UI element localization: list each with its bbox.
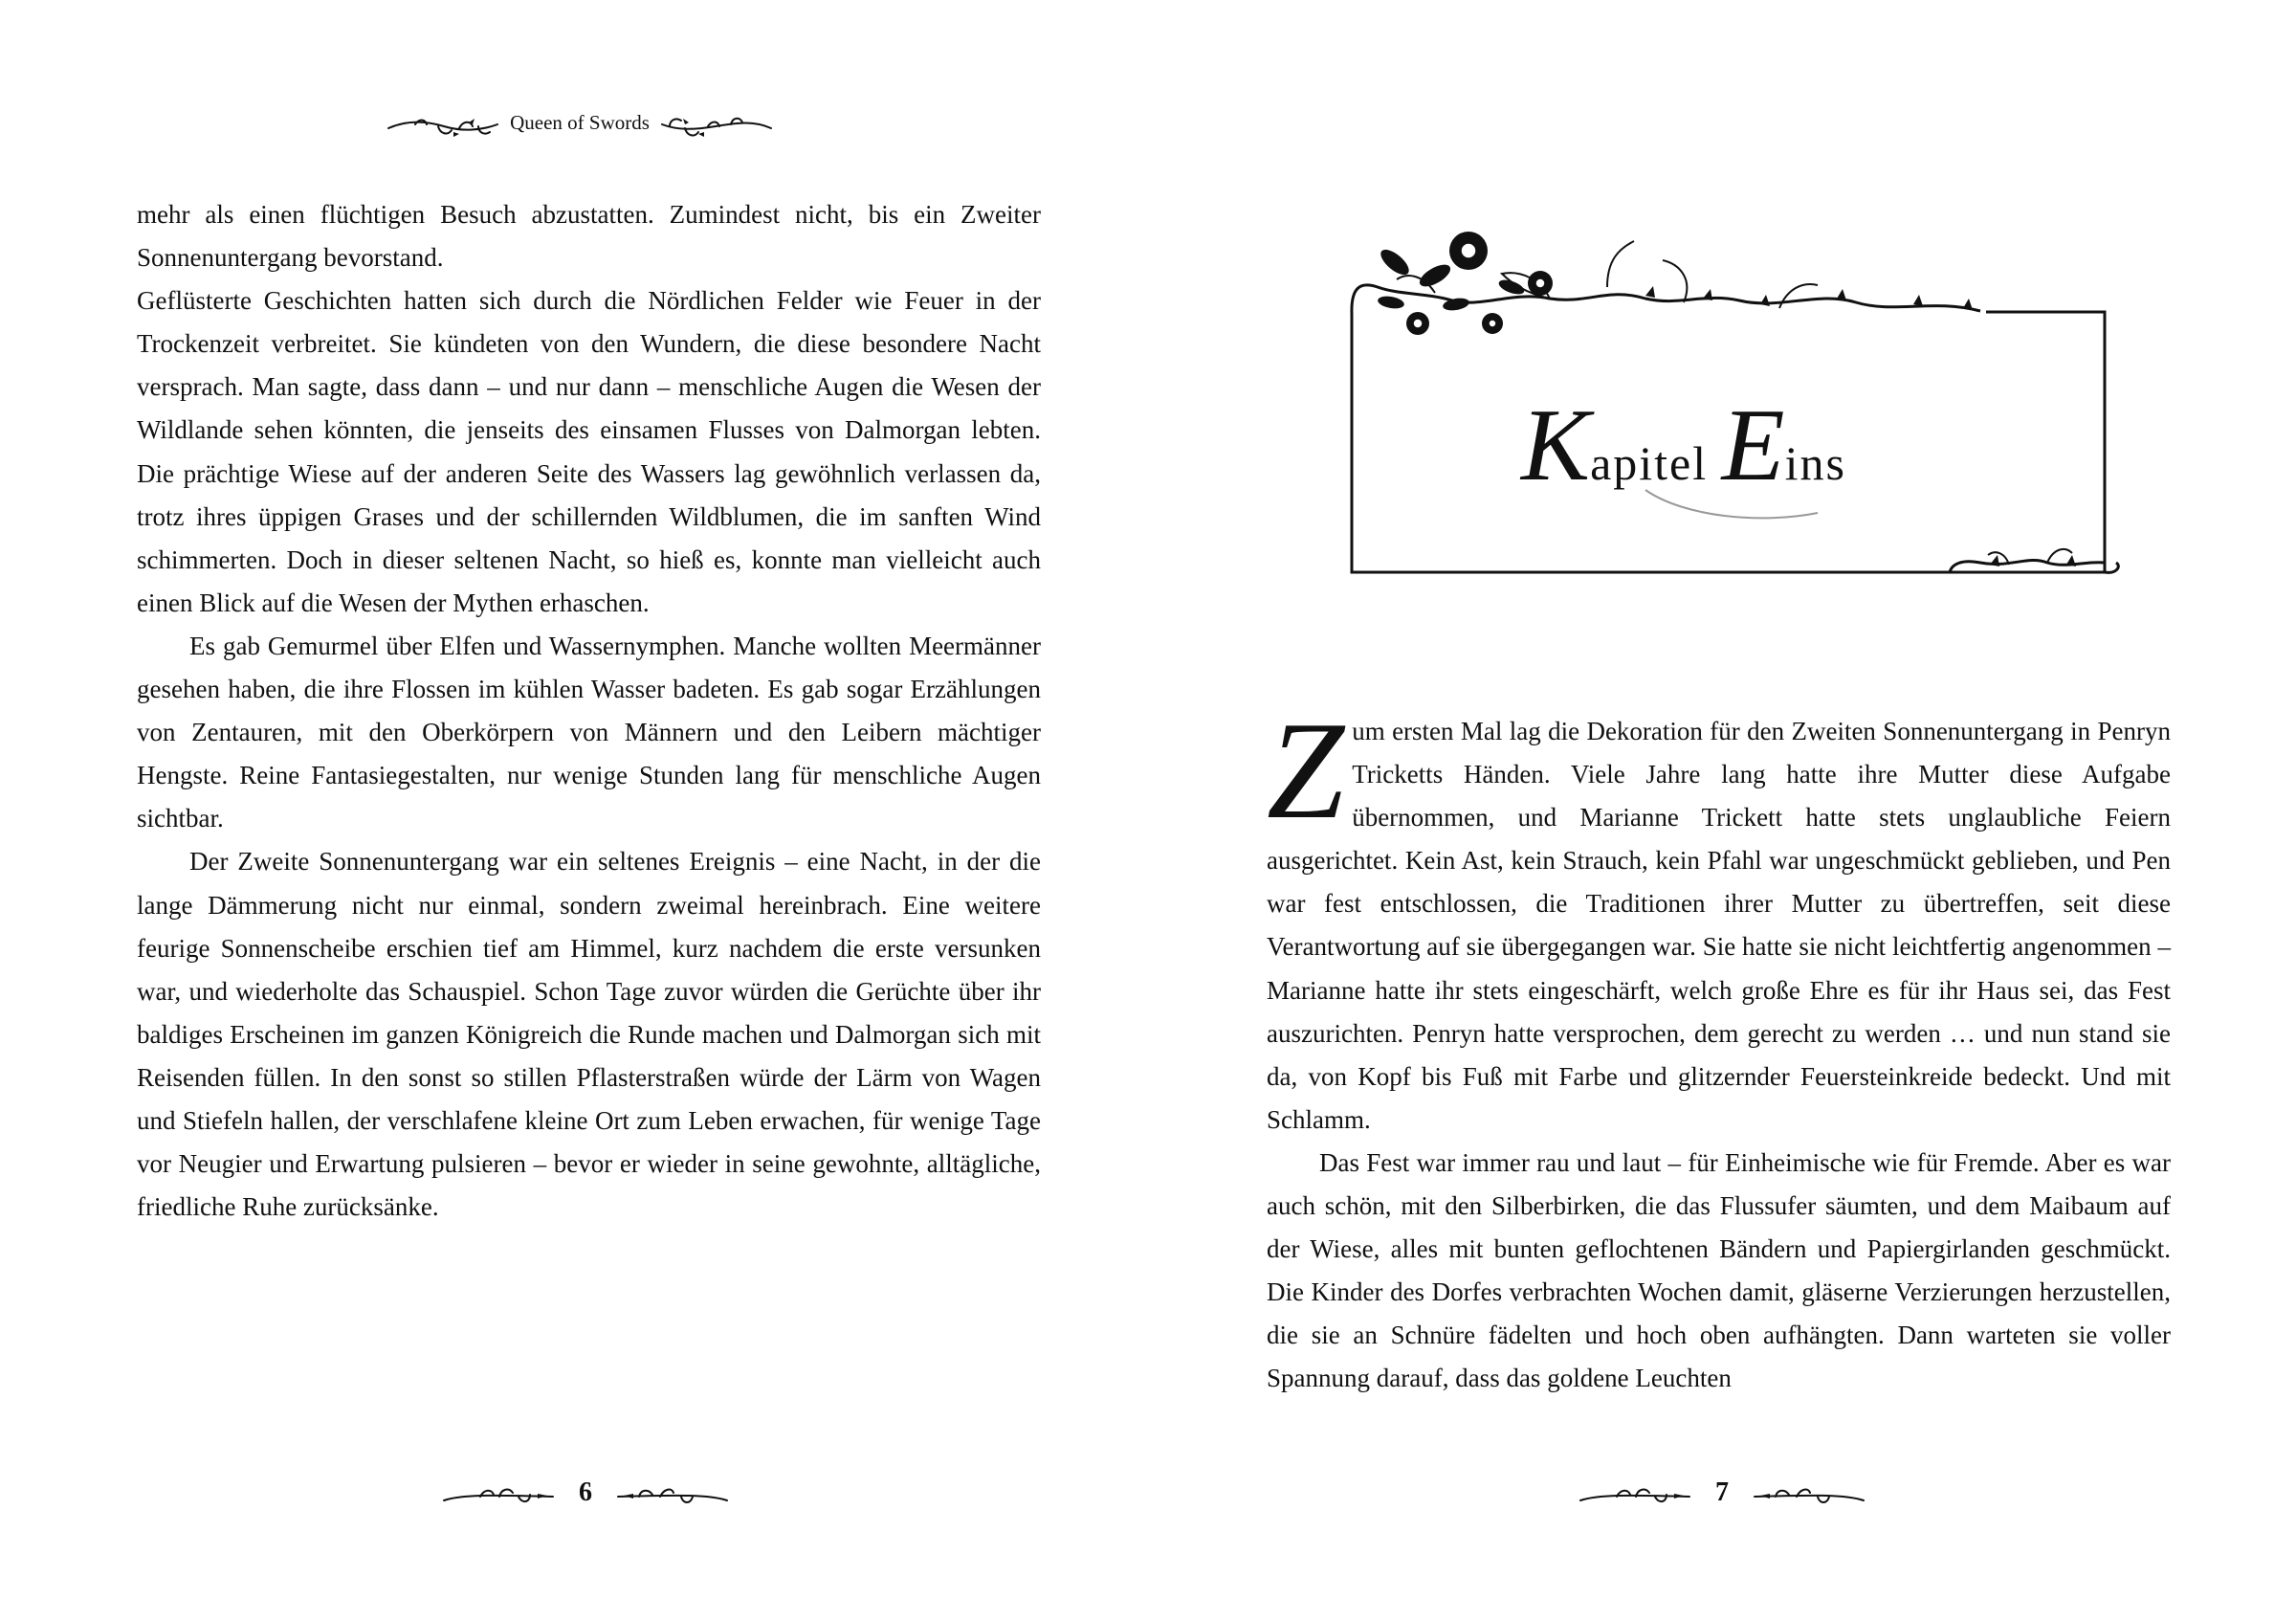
page-number: 6 xyxy=(579,1477,592,1507)
chapter-frame xyxy=(1148,0,2296,612)
running-header-title: Queen of Swords xyxy=(510,111,650,134)
drop-cap: Z xyxy=(1267,693,1345,848)
right-body-text xyxy=(1267,693,2171,1401)
paragraph: mehr als einen flüchtigen Besuch abzustatten. Zumindest nicht, bis ein Zweiter Sonnenuntergang bevorstand. xyxy=(137,200,1041,273)
paragraph: Es gab Gemurmel über Elfen und Wassernymphen. Manche wollten Meermänner gesehen haben, die ihre Flossen im kühlen Wasser badeten. Es gab sogar Erzählungen von Zentauren, mit den Oberkörpern von Männern und den Leibern mächtiger Hengste. Reine Fantasiegestalten, nur wenige Stunden lang für menschliche Augen sichtbar. xyxy=(137,631,1041,833)
running-header xyxy=(386,107,773,145)
chapter-title-word: apitel xyxy=(1590,436,1709,490)
right-page xyxy=(1148,0,2296,1621)
paragraph: Das Fest war immer rau und laut – für Einheimische wie für Fremde. Aber es war auch schön, mit den Silberbirken, die das Flussufer säumten, und dem Maibaum auf der Wiese, alles mit bunten geflochtenen Bändern und Papiergirlanden geschmückt. Die Kinder des Dorfes verbrachten Wochen damit, gläserne Verzierungen herzustellen, die sie an Schnüre fädelten und hoch oben aufhängten. Dann warteten sie voller Spannung darauf, dass das goldene Leuchten xyxy=(1267,1147,2171,1393)
paragraph: Der Zweite Sonnenuntergang war ein seltenes Ereignis – eine Nacht, in der die lange Dämmerung nicht nur einmal, sondern zweimal hereinbrach. Eine weitere feurige Sonnenscheibe erschien tief am Himmel, kurz nachdem die erste versunken war, und wiederholte das Schauspiel. Schon Tage zuvor würden die Gerüchte über ihr baldiges Erscheinen im ganzen Königreich die Runde machen und Dalmorgan sich mit Reisenden füllen. In den sonst so stillen Pflasterstraßen würde der Lärm von Wagen und Stiefeln hallen, der verschlafene kleine Ort zum Leben erwachen, für wenige Tage vor Neugier und Erwartung pulsieren – bevor er wieder in seine gewohnte, alltägliche, friedliche Ruhe zurücksänke. xyxy=(137,847,1041,1222)
folio xyxy=(442,1477,729,1516)
paragraph: Geflüsterte Geschichten hatten sich durch die Nördlichen Felder wie Feuer in der Trockenzeit verbreitet. Sie kündeten von den Wundern, die diese besondere Nacht versprach. Man sagte, dass dann – und nur dann – menschliche Augen die Wesen der Wildlande sehen könnten, die jenseits des einsamen Flusses von Dalmorgan lebten. Die prächtige Wiese auf der anderen Seite des Wassers lag gewöhnlich verlassen da, trotz ihres üppigen Grases und der schillernden Wildblumen, die im sanften Wind schimmerten. Doch in dieser seltenen Nacht, so hieß es, konnte man vielleicht auch einen Blick auf die Wesen der Mythen erhaschen. xyxy=(137,286,1041,617)
folio xyxy=(1578,1477,1866,1516)
chapter-title xyxy=(1416,387,1952,505)
paragraph-text: um ersten Mal lag die Dekoration für den Zweiten Sonnenuntergang in Penryn Tricketts Händen. Viele Jahre lang hatte ihre Mutter diese Aufgabe übernommen, und Marianne Trickett hatte stets unglaubliche Feiern ausgerichtet. Kein Ast, kein Strauch, kein Pfahl war ungeschmückt geblieben, und Pen war fest entschlossen, die Traditionen ihrer Mutter zu übertreffen, seit diese Verantwortung auf sie übergegangen war. Sie hatte sie nicht leichtfertig angenommen – Marianne hatte ihr stets eingeschärft, welch große Ehre es für ihr Haus sei, das Fest auszurichten. Penryn hatte versprochen, dem gerecht zu werden … und nun stand sie da, von Kopf bis Fuß mit Farbe und glitzernder Feuersteinkreide bedeckt. Und mit Schlamm. xyxy=(1267,717,2171,1134)
page-number: 7 xyxy=(1715,1477,1729,1507)
paragraph xyxy=(1267,693,2171,1142)
chapter-title-initial: K xyxy=(1521,389,1591,502)
left-body-text xyxy=(137,193,1041,1229)
chapter-title-word: ins xyxy=(1784,436,1846,490)
chapter-title-initial: E xyxy=(1721,389,1785,502)
